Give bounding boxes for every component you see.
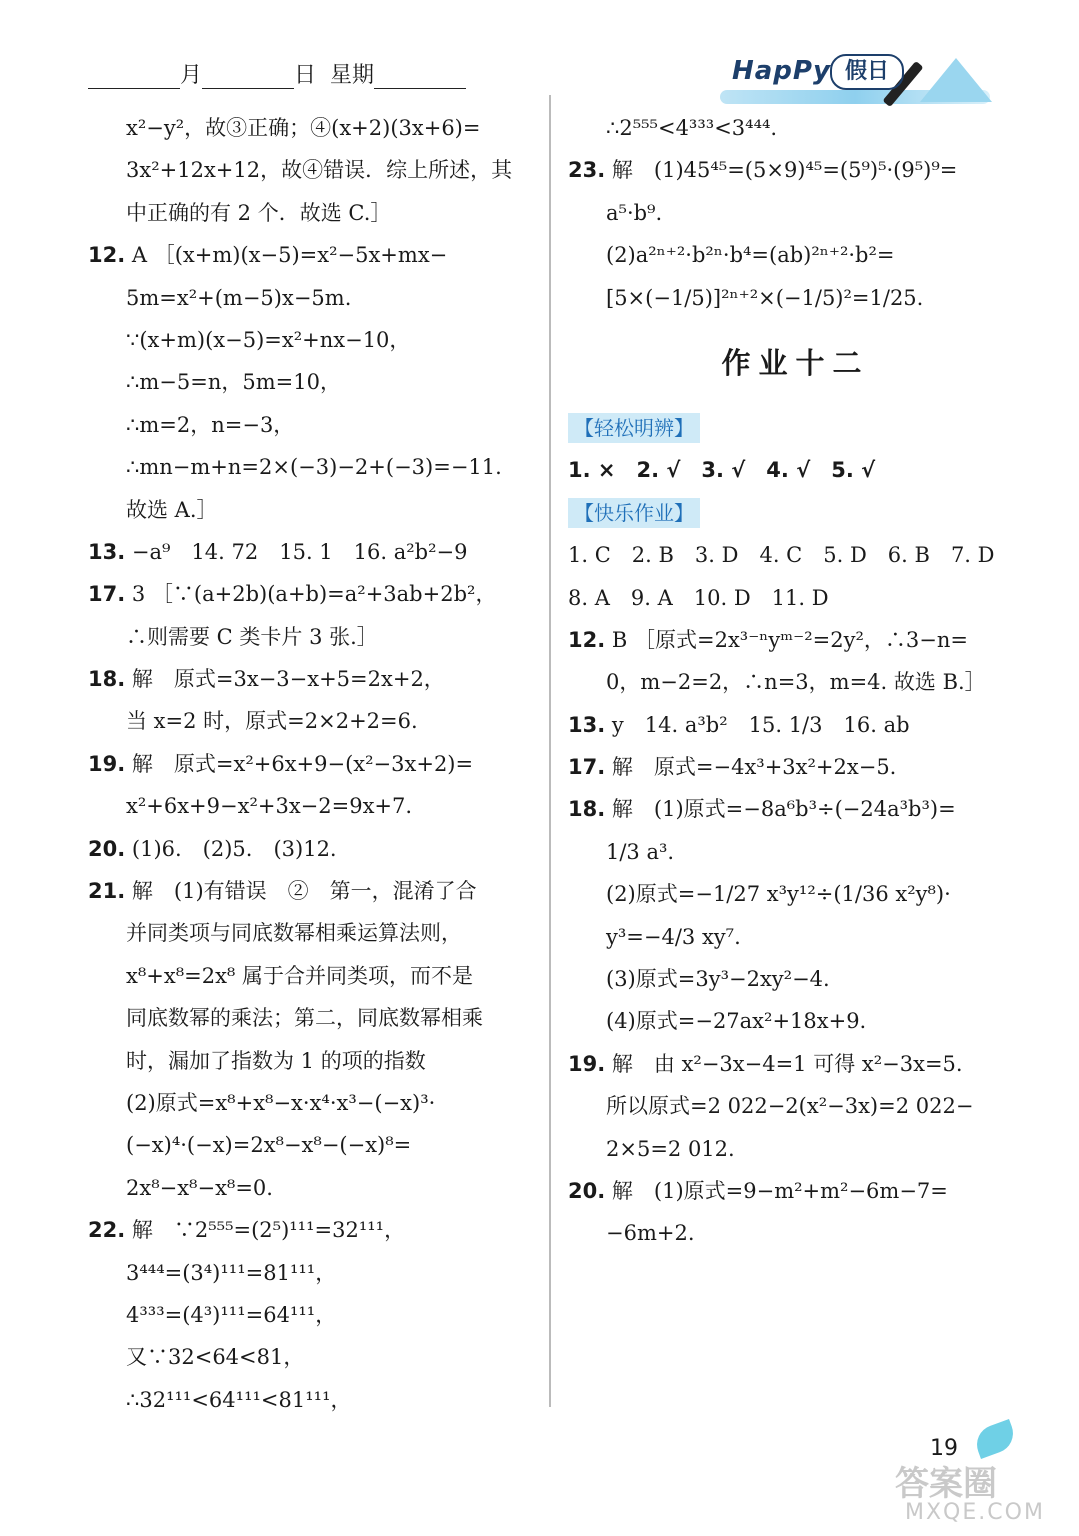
brand-logo	[720, 50, 1010, 110]
answer-line	[88, 531, 538, 573]
answer-line	[88, 912, 538, 954]
answer-line	[88, 870, 538, 912]
answer-text: 5m=x²+(m−5)x−5m.	[126, 285, 352, 310]
answer-line	[88, 1379, 538, 1421]
answer-line	[568, 661, 1023, 703]
mountain-icon	[920, 58, 992, 102]
answer-text: 中正确的有 2 个．故选 C.］	[126, 200, 392, 225]
answer-text: 解 原式=3x−3−x+5=2x+2，	[131, 667, 445, 692]
answer-line	[568, 534, 1023, 576]
answer-line	[88, 1040, 538, 1082]
answer-line	[88, 149, 538, 191]
answer-line	[88, 1336, 538, 1378]
answer-text: 时，漏加了指数为 1 的项的指数	[126, 1048, 426, 1073]
answer-text: y 14. a³b² 15. 1/3 16. ab	[611, 712, 910, 737]
answer-text: [5×(−1/5)]²ⁿ⁺²×(−1/5)²=1/25.	[606, 285, 924, 310]
answer-text: 解 (1)45⁴⁵=(5×9)⁴⁵=(5⁹)⁵·(9⁵)⁹=	[611, 158, 958, 183]
question-number: 19.	[568, 1051, 606, 1076]
watermark-url: MXQE.COM	[905, 1500, 1045, 1525]
answer-text: 解 (1)原式=−8a⁶b³÷(−24a³b³)=	[611, 797, 956, 822]
day-label: 日	[294, 63, 317, 88]
answer-text: 解 原式=x²+6x+9−(x²−3x+2)=	[131, 751, 474, 776]
answer-line	[568, 234, 1023, 276]
page-number: 19	[930, 1436, 958, 1461]
answer-line	[568, 277, 1023, 319]
answer-text: ∵(x+m)(x−5)=x²+nx−10，	[126, 327, 411, 352]
answer-text: 又∵32<64<81，	[126, 1345, 305, 1370]
question-number: 20.	[568, 1178, 606, 1203]
answer-text: 同底数幂的乘法；第二，同底数幂相乘	[126, 1006, 483, 1031]
answer-text: 1/3 a³.	[606, 839, 675, 864]
answer-line	[568, 1043, 1023, 1085]
answer-text: ∴2⁵⁵⁵<4³³³<3⁴⁴⁴.	[606, 116, 778, 140]
column-divider	[549, 95, 551, 1407]
answer-line	[88, 1167, 538, 1209]
week-label: 星期	[330, 63, 375, 88]
answer-text: (3)原式=3y³−2xy²−4.	[606, 967, 830, 992]
answer-line	[88, 658, 538, 700]
question-number: 20.	[88, 836, 126, 861]
section-label-easy: 【轻松明辨】	[568, 413, 700, 443]
answer-line	[568, 619, 1023, 661]
month-label: 月	[180, 63, 203, 88]
answer-line	[88, 573, 538, 615]
answer-line	[88, 785, 538, 827]
brand-cn: 假日	[830, 54, 904, 90]
answer-text: 8. A 9. A 10. D 11. D	[568, 585, 829, 610]
answer-text: x²−y²，故③正确；④(x+2)(3x+6)=	[126, 116, 481, 140]
answer-line	[88, 997, 538, 1039]
right-bottom-answers	[568, 534, 1023, 1255]
question-number: 18.	[88, 667, 126, 692]
question-number: 21.	[88, 879, 126, 904]
brand-en: HapPy	[732, 56, 831, 86]
answer-line	[568, 1128, 1023, 1170]
answer-line	[568, 746, 1023, 788]
answer-line	[568, 107, 1023, 149]
true-false-answers: 1. × 2. √ 3. √ 4. √ 5. √	[568, 458, 876, 483]
question-number: 18.	[568, 797, 606, 822]
question-number: 23.	[568, 158, 606, 183]
question-number: 13.	[568, 712, 606, 737]
answer-line	[568, 577, 1023, 619]
answer-line	[88, 404, 538, 446]
question-number: 17.	[568, 755, 606, 780]
answer-line	[88, 1209, 538, 1251]
answer-line	[568, 1170, 1023, 1212]
answer-text: 解 由 x²−3x−4=1 可得 x²−3x=5.	[611, 1051, 963, 1076]
left-column	[88, 107, 538, 1421]
answer-text: a⁵·b⁹.	[606, 200, 663, 225]
question-number: 13.	[88, 539, 126, 564]
answer-line	[88, 1124, 538, 1166]
answer-line	[88, 700, 538, 742]
right-column	[568, 107, 1023, 1255]
answer-text: (4)原式=−27ax²+18x+9.	[606, 1009, 867, 1034]
answer-text: 3⁴⁴⁴=(3⁴)¹¹¹=81¹¹¹，	[126, 1260, 337, 1285]
answer-text: ∴则需要 C 类卡片 3 张.］	[126, 624, 378, 649]
answer-line	[88, 1252, 538, 1294]
answer-line	[88, 616, 538, 658]
day-blank	[202, 62, 294, 89]
answer-text: ∴m=2，n=−3，	[126, 412, 295, 437]
answer-text: 3x²+12x+12，故④错误．综上所述，其	[126, 158, 513, 183]
answer-text: 解 (1)原式=9−m²+m²−6m−7=	[611, 1178, 948, 1203]
answer-line	[88, 319, 538, 361]
answer-line	[568, 916, 1023, 958]
answer-text: 4³³³=(4³)¹¹¹=64¹¹¹，	[126, 1302, 337, 1327]
answer-text: 解 (1)有错误 ② 第一，混淆了合	[131, 879, 477, 904]
answer-text: 故选 A.］	[126, 497, 218, 522]
answer-text: 解 ∵2⁵⁵⁵=(2⁵)¹¹¹=32¹¹¹，	[131, 1218, 406, 1243]
answer-text: B ［原式=2x³⁻ⁿyᵐ⁻²=2y²，∴3−n=	[611, 627, 968, 652]
answer-line	[88, 489, 538, 531]
date-header	[88, 58, 508, 92]
answer-text: 0，m−2=2，∴n=3，m=4. 故选 B.］	[606, 670, 986, 695]
answer-text: ∴m−5=n，5m=10，	[126, 370, 341, 395]
answer-text: A ［(x+m)(x−5)=x²−5x+mx−	[131, 243, 448, 268]
answer-text: (1)6. (2)5. (3)12.	[131, 836, 337, 861]
section-label-homework: 【快乐作业】	[568, 498, 700, 528]
answer-line	[88, 955, 538, 997]
answer-line	[568, 873, 1023, 915]
answer-line	[568, 1212, 1023, 1254]
answer-text: 解 原式=−4x³+3x²+2x−5.	[611, 755, 897, 780]
answer-line	[568, 192, 1023, 234]
answer-line	[568, 958, 1023, 1000]
answer-text: (2)原式=−1/27 x³y¹²÷(1/36 x²y⁸)·	[606, 882, 951, 907]
question-number: 17.	[88, 582, 126, 607]
question-number: 12.	[88, 243, 126, 268]
answer-line	[568, 788, 1023, 830]
answer-line	[88, 1294, 538, 1336]
answer-line	[568, 831, 1023, 873]
answer-text: 2x⁸−x⁸−x⁸=0.	[126, 1175, 273, 1200]
answer-text: 并同类项与同底数幂相乘运算法则，	[126, 921, 462, 946]
answer-line	[88, 828, 538, 870]
answer-text: y³=−4/3 xy⁷.	[606, 924, 741, 949]
answer-text: −a⁹ 14. 72 15. 1 16. a²b²−9	[131, 539, 468, 564]
answer-line	[568, 1000, 1023, 1042]
answer-text: 当 x=2 时，原式=2×2+2=6.	[126, 709, 418, 734]
answer-text: 2×5=2 012.	[606, 1136, 735, 1161]
answer-text: ∴32¹¹¹<64¹¹¹<81¹¹¹，	[126, 1387, 352, 1412]
answer-line	[88, 277, 538, 319]
question-number: 12.	[568, 627, 606, 652]
answer-line	[88, 107, 538, 149]
answer-text: x²+6x+9−x²+3x−2=9x+7.	[126, 794, 413, 819]
answer-line	[88, 1082, 538, 1124]
answer-text: 1. C 2. B 3. D 4. C 5. D 6. B 7. D	[568, 543, 995, 568]
answer-line	[568, 704, 1023, 746]
answer-text: (2)a²ⁿ⁺²·b²ⁿ·b⁴=(ab)²ⁿ⁺²·b²=	[606, 243, 895, 268]
answer-text: −6m+2.	[606, 1221, 695, 1246]
answer-text: 所以原式=2 022−2(x²−3x)=2 022−	[606, 1094, 974, 1119]
answer-text: x⁸+x⁸=2x⁸ 属于合并同类项，而不是	[126, 963, 474, 988]
leaf-icon	[971, 1419, 1018, 1459]
answer-text: 3 ［∵(a+2b)(a+b)=a²+3ab+2b²，	[131, 582, 497, 607]
answer-text: (2)原式=x⁸+x⁸−x·x⁴·x³−(−x)³·	[126, 1090, 436, 1115]
answer-text: (−x)⁴·(−x)=2x⁸−x⁸−(−x)⁸=	[126, 1133, 412, 1158]
answer-line	[568, 1085, 1023, 1127]
answer-line	[88, 361, 538, 403]
answer-line	[88, 192, 538, 234]
week-blank	[374, 62, 466, 89]
month-blank	[88, 62, 180, 89]
answer-line	[88, 234, 538, 276]
watermark-logo: 答案圈	[895, 1464, 997, 1504]
question-number: 19.	[88, 751, 126, 776]
question-number: 22.	[88, 1218, 126, 1243]
answer-line	[568, 149, 1023, 191]
answer-text: ∴mn−m+n=2×(−3)−2+(−3)=−11.	[126, 455, 502, 480]
section-title: 作业十二	[721, 345, 870, 380]
answer-line	[88, 743, 538, 785]
right-top-answers	[568, 107, 1023, 319]
answer-line	[88, 446, 538, 488]
